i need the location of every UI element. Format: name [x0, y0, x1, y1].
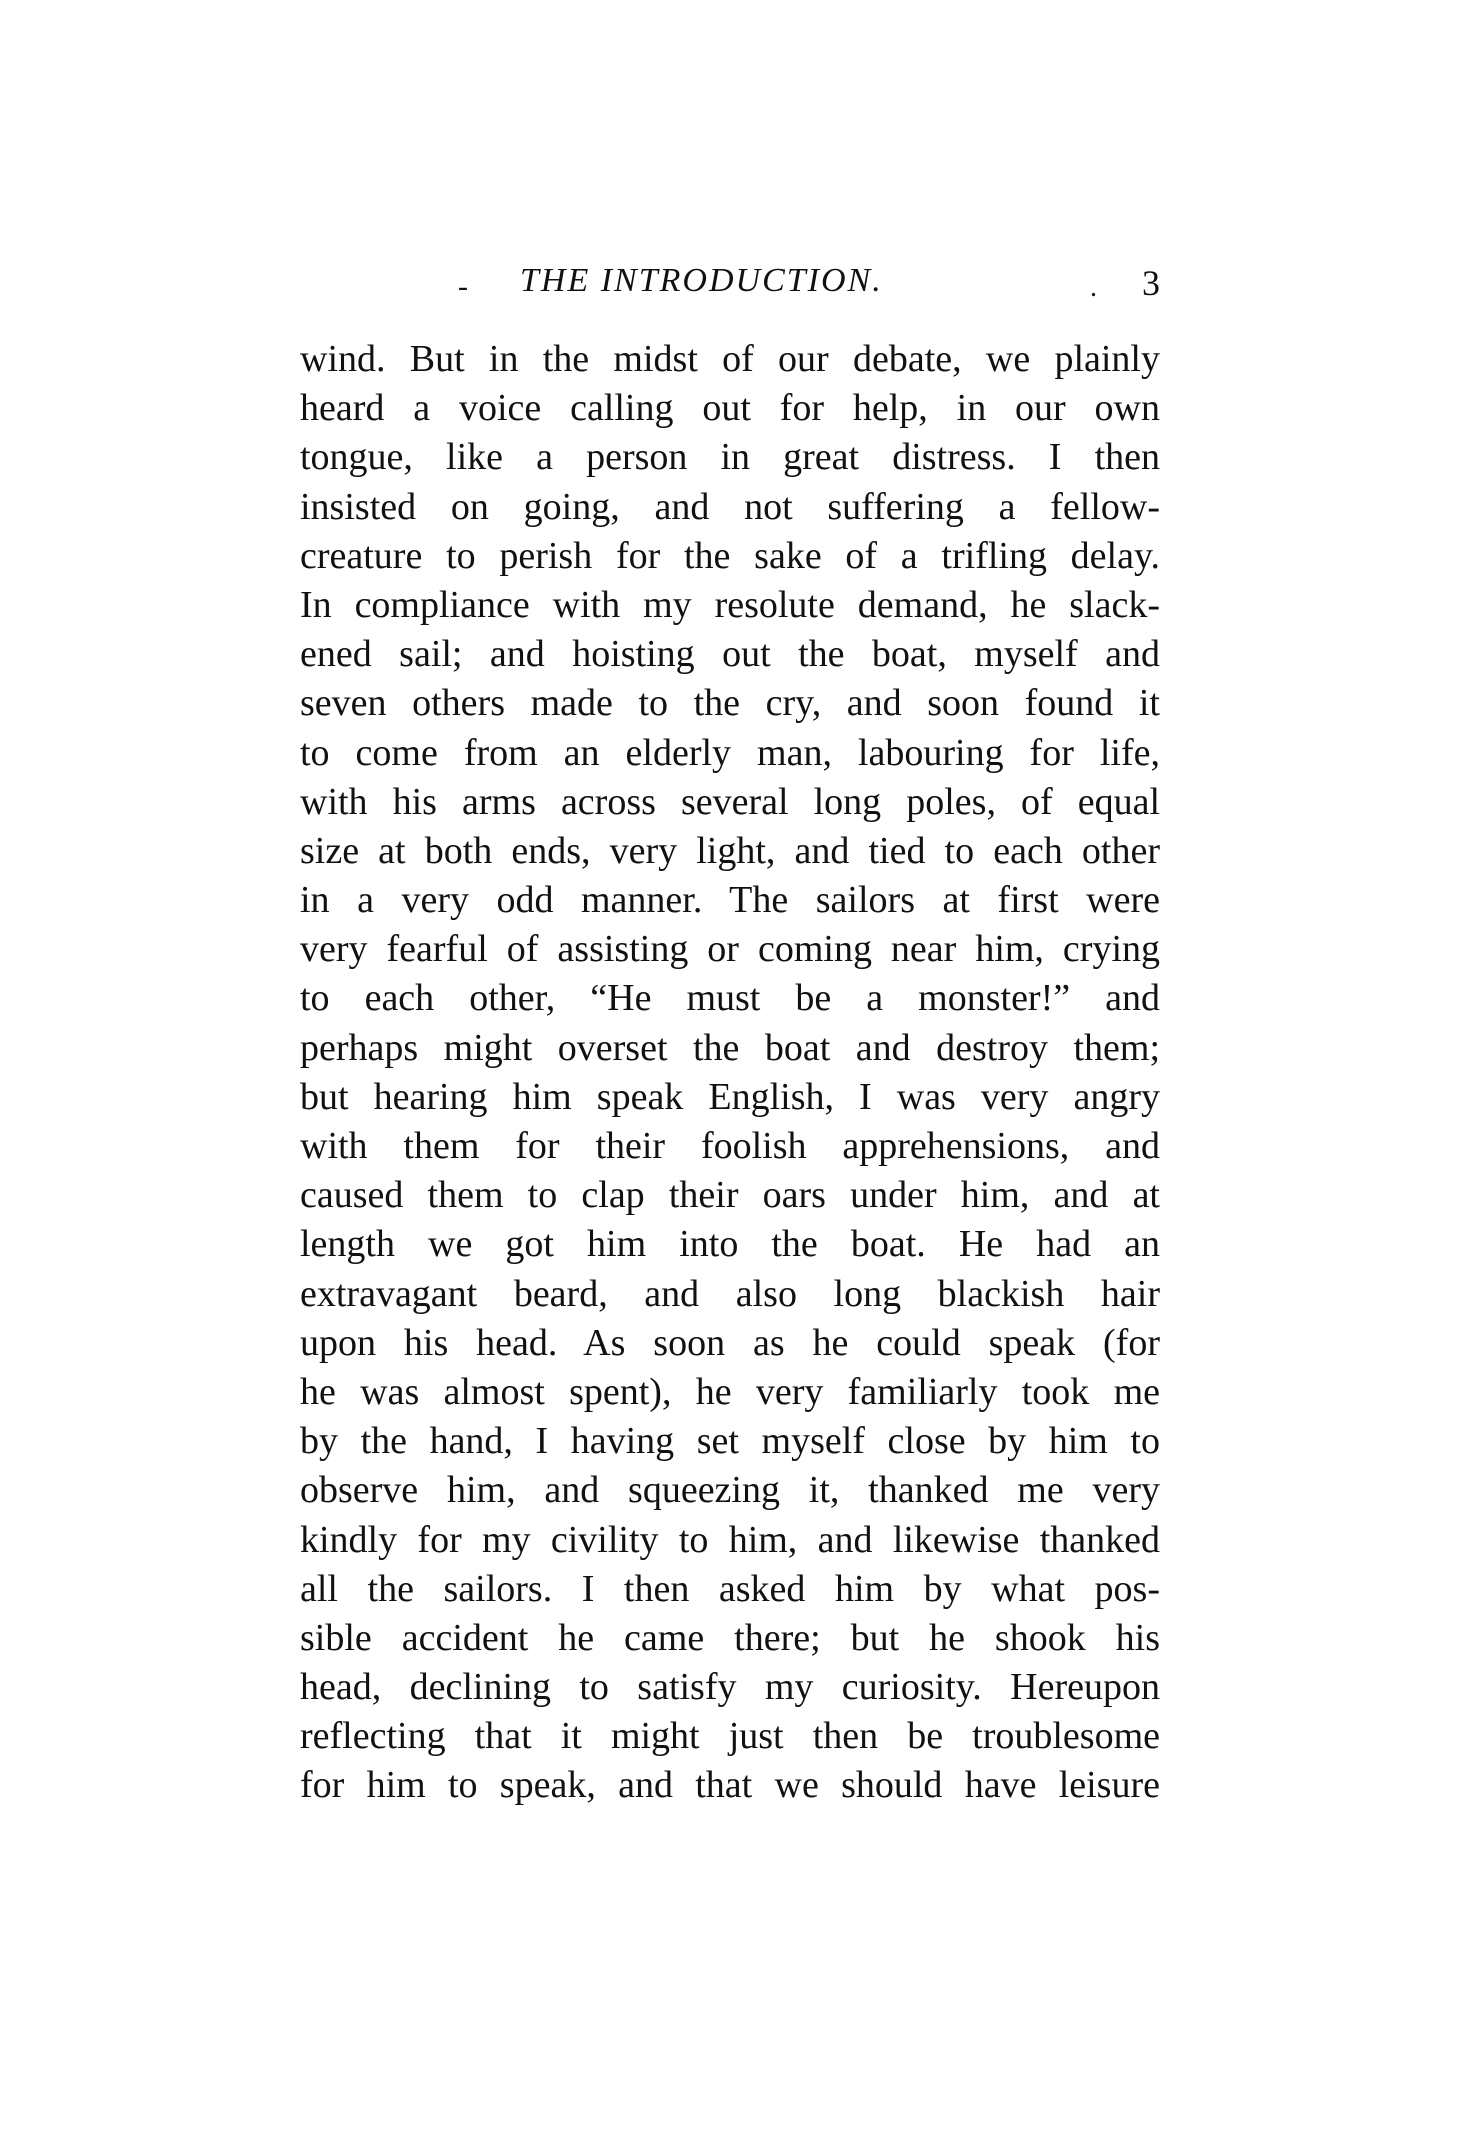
text-line: length we got him into the boat. He had an: [300, 1223, 1160, 1266]
text-line: head, declining to satisfy my curiosity. Hereupon: [300, 1666, 1160, 1709]
text-line: reflecting that it might just then be troublesome: [300, 1715, 1160, 1758]
text-line: by the hand, I having set myself close by him to: [300, 1420, 1160, 1463]
text-line: to each other, “He must be a monster!” and: [300, 977, 1160, 1020]
body-text: [300, 335, 1160, 1815]
text-line: wind. But in the midst of our debate, we plainly: [300, 338, 1160, 380]
text-line: sible accident he came there; but he shook his: [300, 1616, 1160, 1659]
text-line: seven others made to the cry, and soon found it: [300, 682, 1160, 725]
text-line: upon his head. As soon as he could speak (for: [300, 1321, 1160, 1364]
page-number: 3: [1142, 263, 1160, 303]
text-line: he was almost spent), he very familiarly took me: [300, 1370, 1160, 1413]
text-line: In compliance with my resolute demand, he slack-: [300, 583, 1160, 626]
text-line: insisted on going, and not suffering a fellow-: [300, 485, 1160, 528]
text-line: observe him, and squeezing it, thanked me very: [300, 1469, 1160, 1512]
text-line: tongue, like a person in great distress. I then: [300, 436, 1160, 479]
text-line: with his arms across several long poles, of equal: [300, 780, 1160, 823]
text-line: creature to perish for the sake of a trifling delay.: [300, 534, 1160, 577]
header-dash-mark: -: [458, 270, 468, 303]
text-line: heard a voice calling out for help, in our own: [300, 387, 1160, 430]
header-dot-mark: .: [1090, 272, 1097, 303]
text-line: size at both ends, very light, and tied to each other: [300, 829, 1160, 872]
text-line: all the sailors. I then asked him by what pos-: [300, 1567, 1160, 1610]
text-line: perhaps might overset the boat and destroy them;: [300, 1026, 1160, 1069]
text-line: in a very odd manner. The sailors at first were: [300, 879, 1160, 922]
text-line: but hearing him speak English, I was very angry: [300, 1075, 1160, 1118]
text-line: with them for their foolish apprehensions, and: [300, 1125, 1160, 1167]
text-line: ened sail; and hoisting out the boat, myself and: [300, 633, 1160, 676]
running-head: [300, 262, 1160, 312]
text-line: to come from an elderly man, labouring for life,: [300, 731, 1160, 774]
text-line: caused them to clap their oars under him, and at: [300, 1174, 1160, 1217]
text-line: for him to speak, and that we should have leisure: [300, 1764, 1160, 1807]
text-line: very fearful of assisting or coming near him, crying: [300, 928, 1160, 971]
chapter-title: THE INTRODUCTION.: [520, 262, 883, 299]
text-line: extravagant beard, and also long blackish hair: [300, 1272, 1160, 1315]
text-line: kindly for my civility to him, and likewise thanked: [300, 1518, 1160, 1561]
